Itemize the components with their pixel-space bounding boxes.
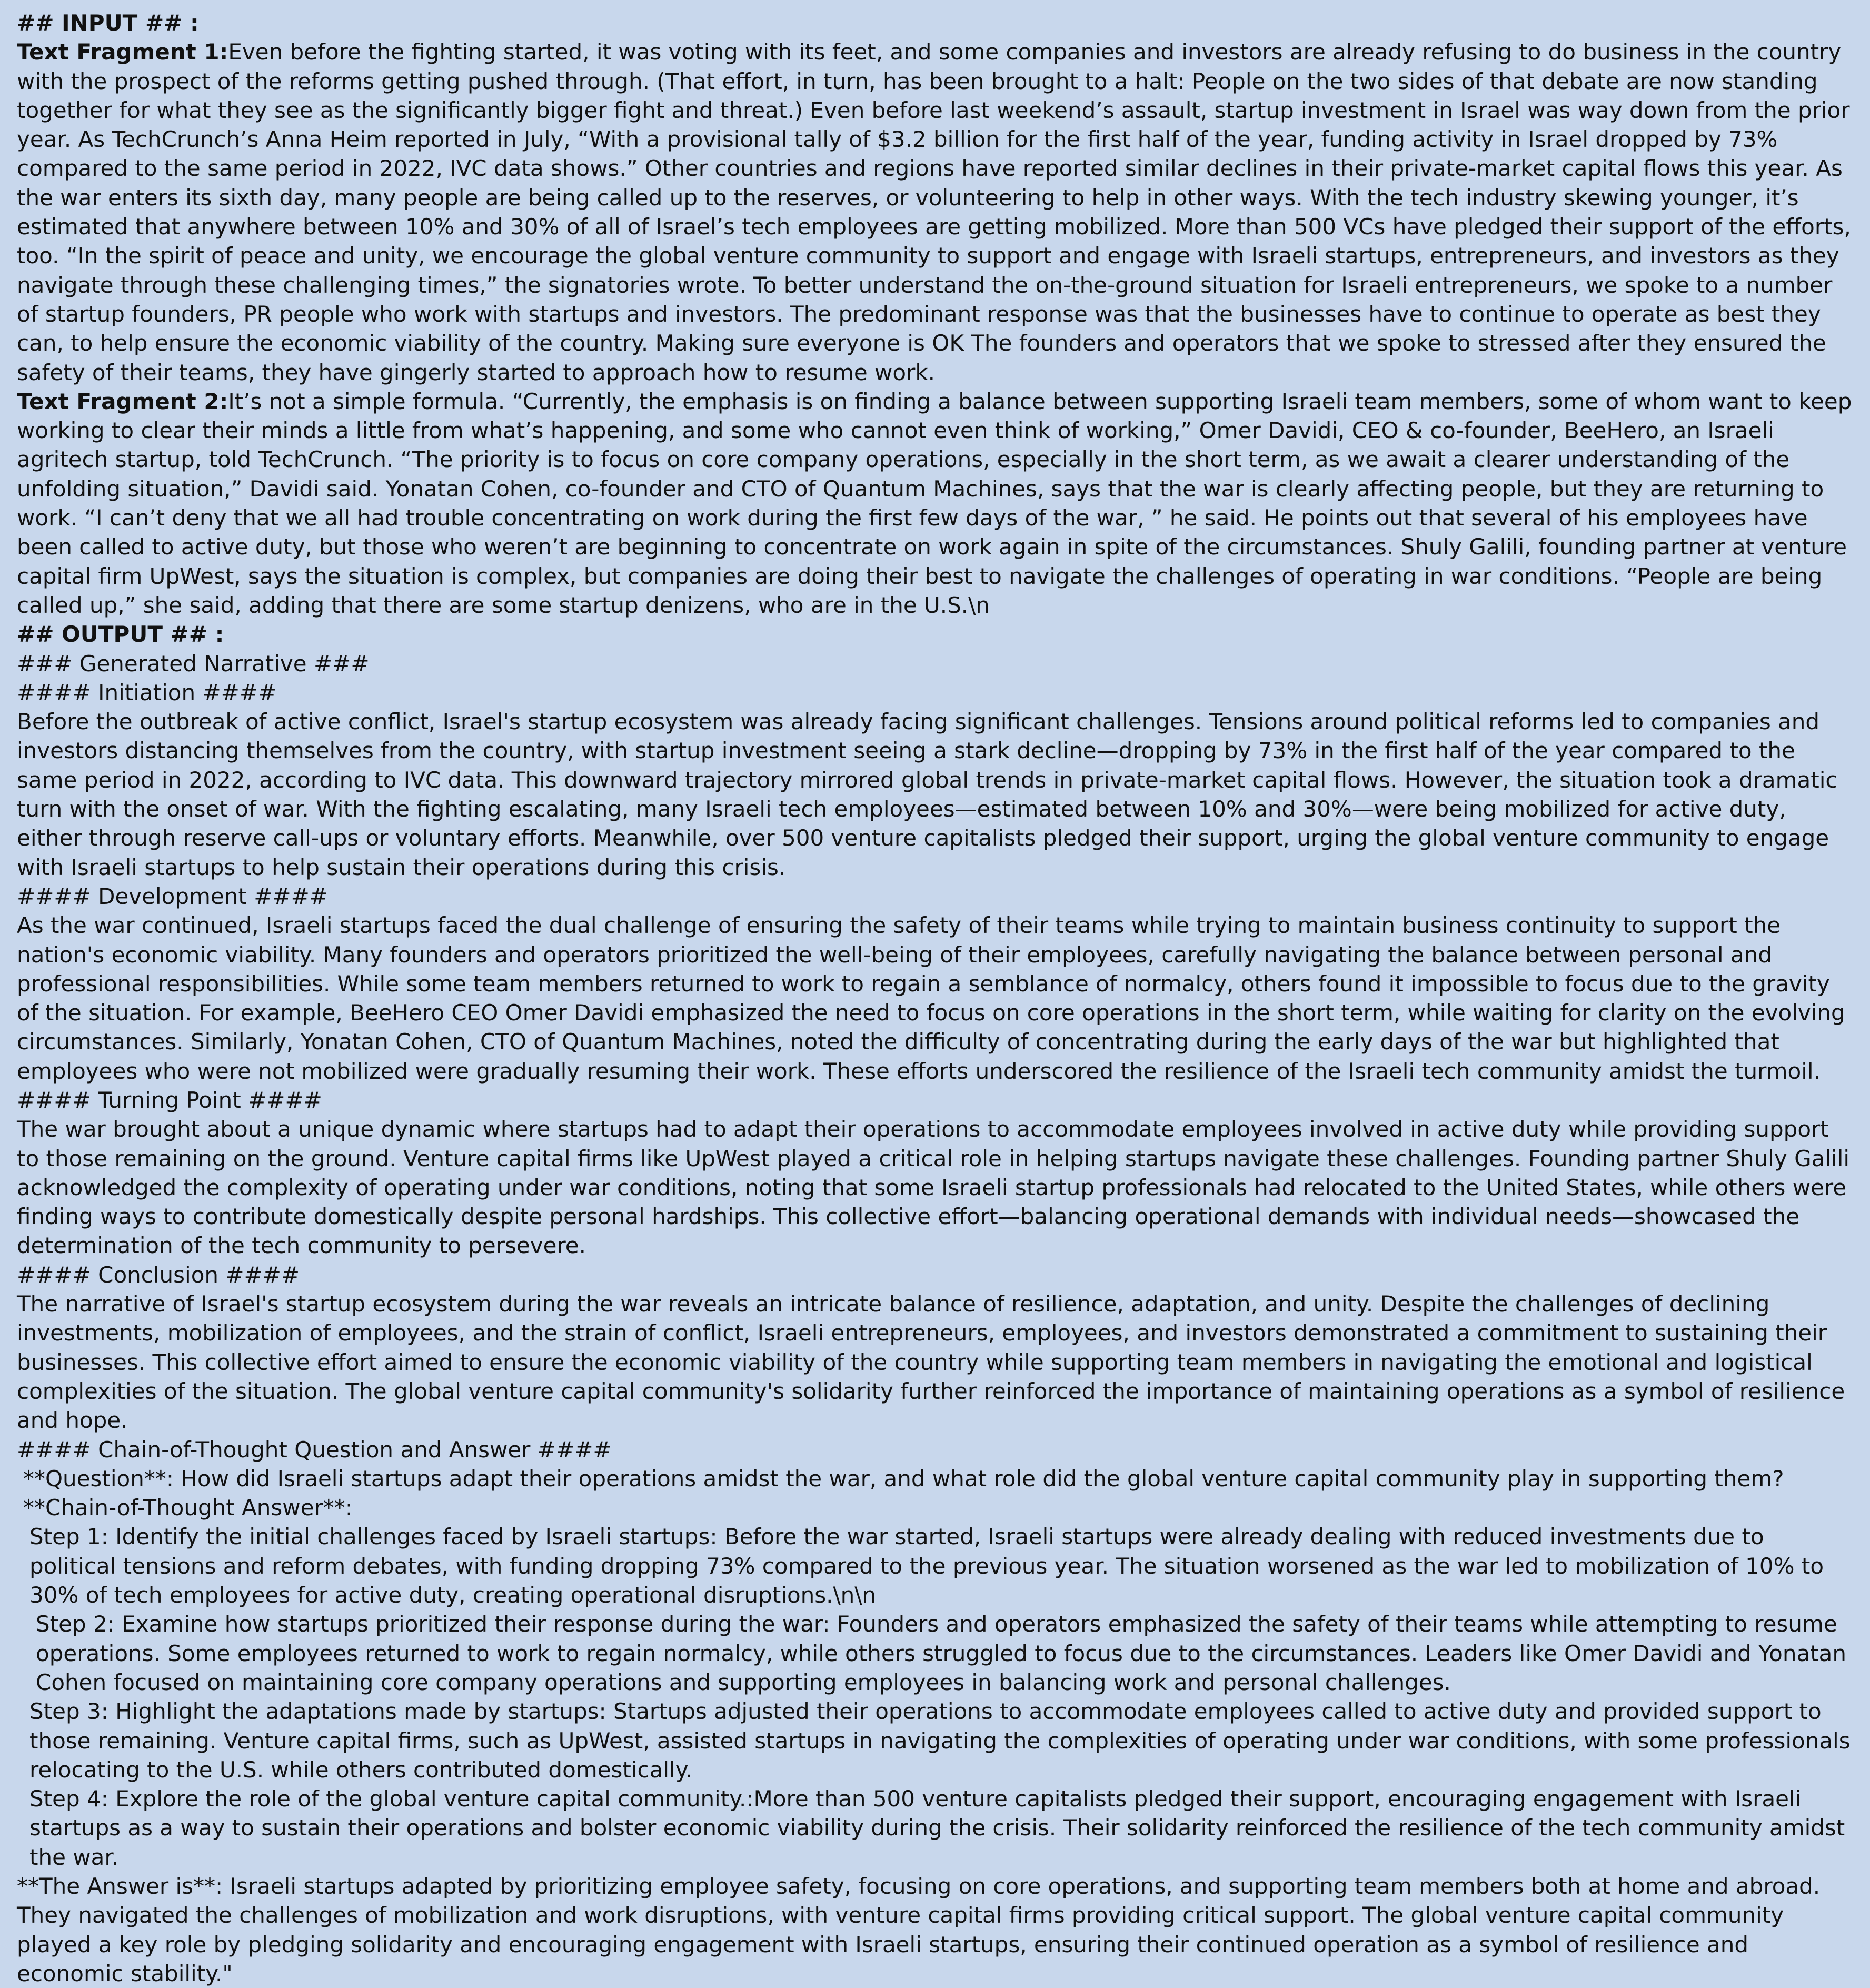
cot-step-4: Step 4: Explore the role of the global venture capital community.:More than 500 venture capitalists pledged their support, encouraging engagement with Israeli startups as a way to sustain their operations and bolster economic viability during the crisis. Their solidarity reinforced the resilience of the tech community amidst the war.: [29, 1786, 1845, 1870]
turning-point-text: The war brought about a unique dynamic where startups had to adapt their operations to accommodate employees involved in active duty while providing support to those remaining on the ground. Venture capital firms like UpWest played a critical role in helping startups navigate these challenges. Founding partner Shuly Galili acknowledged the complexity of operating under war conditions, noting that some Israeli startup professionals had relocated to the United States, while others were finding ways to contribute domestically despite personal hardships. This collective effort—balancing operational demands with individual needs—showcased the determination of the tech community to persevere.: [17, 1116, 1850, 1259]
initiation-heading: #### Initiation ####: [17, 679, 277, 705]
conclusion-heading: #### Conclusion ####: [17, 1261, 300, 1288]
initiation-text: Before the outbreak of active conflict, Israel's startup ecosystem was already facing significant challenges. Tensions around political reforms led to companies and investors distancing themselves from the country, with startup investment seeing a stark decline—dropping by 73% in the first half of the year compared to the same period in 2022, according to IVC data. This downward trajectory mirrored global trends in private-market capital flows. However, the situation took a dramatic turn with the onset of war. With the fighting escalating, many Israeli tech employees—estimated between 10% and 30%—were being mobilized for active duty, either through reserve call-ups or voluntary efforts. Meanwhile, over 500 venture capitalists pledged their support, urging the global venture community to engage with Israeli startups to help sustain their operations during this crisis.: [17, 709, 1838, 880]
narrative-header: ### Generated Narrative ###: [17, 650, 370, 677]
cot-answer-label: **Chain-of-Thought Answer**:: [23, 1495, 353, 1521]
cot-question: **Question**: How did Israeli startups adapt their operations amidst the war, and what role did the global venture capital community play in supporting them?: [23, 1465, 1784, 1492]
output-header: ## OUTPUT ## :: [17, 621, 224, 648]
text-fragment-1: [17, 37, 1857, 387]
cot-heading: #### Chain-of-Thought Question and Answer ####: [17, 1436, 612, 1463]
conclusion-text: The narrative of Israel's startup ecosystem during the war reveals an intricate balance of resilience, adaptation, and unity. Despite the challenges of declining investments, mobilization of employees, and the strain of conflict, Israeli entrepreneurs, employees, and investors demonstrated a commitment to sustaining their businesses. This collective effort aimed to ensure the economic viability of the country while supporting team members in navigating the emotional and logistical complexities of the situation. The global venture capital community's solidarity further reinforced the importance of maintaining operations as a symbol of resilience and hope.: [17, 1291, 1845, 1434]
text-fragment-2-label: Text Fragment 2:: [17, 388, 228, 414]
text-fragment-1-label: Text Fragment 1:: [17, 39, 228, 65]
text-fragment-1-text: Even before the fighting started, it was voting with its feet, and some companies and investors are already refusing to do business in the country with the prospect of the reforms getting pushed through. (That effort, in turn, has been brought to a halt: People on the two sides of that debate are now standing together for what they see as the significantly bigger fight and threat.) Even before last weekend’s assault, startup investment in Israel was way down from the prior year. As TechCrunch’s Anna Heim reported in July, “With a provisional tally of $3.2 billion for the first half of the year, funding activity in Israel dropped by 73% compared to the same period in 2022, IVC data shows.” Other countries and regions have reported similar declines in their private-market capital flows this year. As the war enters its sixth day, many people are being called up to the reserves, or volunteering to help in other ways. With the tech industry skewing younger, it’s estimated that anywhere between 10% and 30% of all of Israel’s tech employees are getting mobilized. More than 500 VCs have pledged their support of the efforts, too. “In the spirit of peace and unity, we encourage the global venture community to support and engage with Israeli startups, entrepreneurs, and investors as they navigate through these challenging times,” the signatories wrote. To better understand the on-the-ground situation for Israeli entrepreneurs, we spoke to a number of startup founders, PR people who work with startups and investors. The predominant response was that the businesses have to continue to operate as best they can, to help ensure the economic viability of the country. Making sure everyone is OK The founders and operators that we spoke to stressed after they ensured the safety of their teams, they have gingerly started to approach how to resume work.: [17, 39, 1851, 385]
text-fragment-2: [17, 387, 1857, 620]
development-text: As the war continued, Israeli startups faced the dual challenge of ensuring the safety of their teams while trying to maintain business continuity to support the nation's economic viability. Many founders and operators prioritized the well-being of their employees, carefully navigating the balance between personal and professional responsibilities. While some team members returned to work to regain a semblance of normalcy, others found it impossible to focus due to the gravity of the situation. For example, BeeHero CEO Omer Davidi emphasized the need to focus on core operations in the short term, while waiting for clarity on the evolving circumstances. Similarly, Yonatan Cohen, CTO of Quantum Machines, noted the difficulty of concentrating during the early days of the war but highlighted that employees who were not mobilized were gradually resuming their work. These efforts underscored the resilience of the Israeli tech community amidst the turmoil.: [17, 912, 1845, 1084]
development-heading: #### Development ####: [17, 883, 328, 909]
cot-step-2: Step 2: Examine how startups prioritized their response during the war: Founders and operators emphasized the safety of their teams while attempting to resume operations. Some employees returned to work to regain normalcy, while others struggled to focus due to the circumstances. Leaders like Omer Davidi and Yonatan Cohen focused on maintaining core company operations and supporting employees in balancing work and personal challenges.: [36, 1611, 1847, 1695]
turning-point-heading: #### Turning Point ####: [17, 1087, 322, 1113]
input-header: ## INPUT ## :: [17, 10, 199, 36]
cot-final-answer: **The Answer is**: Israeli startups adapted by prioritizing employee safety, focusing on core operations, and supporting team members both at home and abroad. They navigated the challenges of mobilization and work disruptions, with venture capital firms providing critical support. The global venture capital community played a key role by pledging solidarity and encouraging engagement with Israeli startups, ensuring their continued operation as a symbol of resilience and economic stability.": [17, 1873, 1821, 1986]
text-fragment-2-text: It’s not a simple formula. “Currently, the emphasis is on finding a balance between supporting Israeli team members, some of whom want to keep working to clear their minds a little from what’s happening, and some who cannot even think of working,” Omer Davidi, CEO & co-founder, BeeHero, an Israeli agritech startup, told TechCrunch. “The priority is to focus on core company operations, especially in the short term, as we await a clearer understanding of the unfolding situation,” Davidi said. Yonatan Cohen, co-founder and CTO of Quantum Machines, says that the war is clearly affecting people, but they are returning to work. “I can’t deny that we all had trouble concentrating on work during the first few days of the war, ” he said. He points out that several of his employees have been called to active duty, but those who weren’t are beginning to concentrate on work again in spite of the circumstances. Shuly Galili, founding partner at venture capital firm UpWest, says the situation is complex, but companies are doing their best to navigate the challenges of operating in war conditions. “People are being called up,” she said, adding that there are some startup denizens, who are in the U.S.\n: [17, 388, 1852, 618]
cot-step-1: Step 1: Identify the initial challenges faced by Israeli startups: Before the war started, Israeli startups were already dealing with reduced investments due to political tensions and reform debates, with funding dropping 73% compared to the previous year. The situation worsened as the war led to mobilization of 10% to 30% of tech employees for active duty, creating operational disruptions.\n\n: [29, 1524, 1824, 1608]
cot-step-3: Step 3: Highlight the adaptations made by startups: Startups adjusted their operations to accommodate employees called to active duty and provided support to those remaining. Venture capital firms, such as UpWest, assisted startups in navigating the complexities of operating under war conditions, with some professionals relocating to the U.S. while others contributed domestically.: [29, 1698, 1851, 1783]
